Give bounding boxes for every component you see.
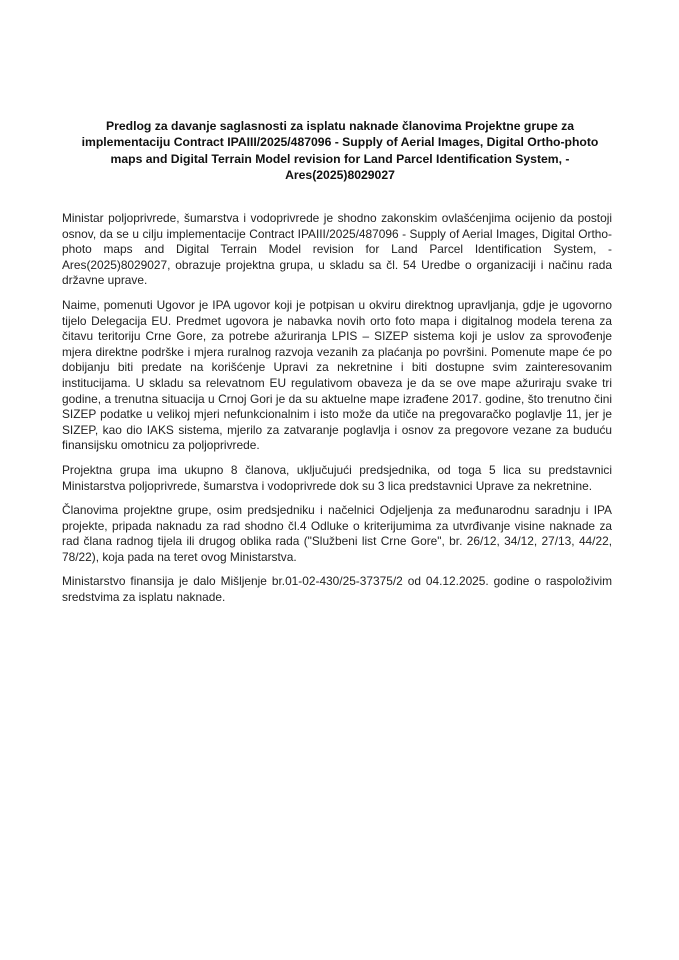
paragraph: Ministar poljoprivrede, šumarstva i vodoprivrede je shodno zakonskim ovlašćenjima ocijenio da postoji osnov, da se u cilju implementacije Contract IPAIII/2025/487096 - Supply of Aerial Images, Digital Ortho-photo maps and Digital Terrain Model revision for Land Parcel Identification System, - Ares(2025)8029027, obrazuje projektna grupa, u skladu sa čl. 54 Uredbe o organizaciji i načinu rada državne uprave.	[62, 211, 612, 288]
paragraph: Članovima projektne grupe, osim predsjedniku i načelnici Odjeljenja za međunarodnu saradnju i IPA projekte, pripada naknadu za rad shodno čl.4 Odluke o kriterijumima za utvrđivanje visine naknade za rad člana radnog tijela ili drugog oblika rada ("Službeni list Crne Gore", br. 26/12, 34/12, 27/13, 44/22, 78/22), koja pada na teret ovog Ministarstva.	[62, 503, 612, 564]
document-title: Predlog za davanje saglasnosti za isplatu naknade članovima Projektne grupe za implementaciju Contract IPAIII/2025/487096 - Supply of Aerial Images, Digital Ortho-photo maps and Digital Terrain Model revision for Land Parcel Identification System, - Ares(2025)8029027	[81, 119, 599, 182]
document-body	[62, 211, 612, 615]
paragraph: Naime, pomenuti Ugovor je IPA ugovor koji je potpisan u okviru direktnog upravljanja, gdje je ugovorno tijelo Delegacija EU. Predmet ugovora je nabavka novih orto foto mapa i digitalnog modela terena za čitavu teritoriju Crne Gore, za potrebe ažuriranja LPIS – SIZEP sistema koji je uslov za sprovođenje mjera direktne podrške i mjera ruralnog razvoja vezanih za plaćanja po površini. Pomenute mape će po dobijanju biti predate na korišćenje Upravi za nekretnine i biti dostupne svim zainteresovanim institucijama. U skladu sa relevatnom EU regulativom obaveza je da se ove mape ažuriraju svake tri godine, a trenutna situacija u Crnoj Gori je da su aktuelne mape izrađene 2017. godine, što trenutno čini SIZEP podatke u velikoj mjeri nefunkcionalnim i isto može da utiče na pregovaračko poglavlje 11, jer je SIZEP, kao dio IAKS sistema, mjerilo za zatvaranje poglavlja i osnov za pregovore vezane za buduću finansijsku omotnicu za poljoprivrede.	[62, 297, 612, 453]
paragraph: Projektna grupa ima ukupno 8 članova, uključujući predsjednika, od toga 5 lica su predstavnici Ministarstva poljoprivrede, šumarstva i vodoprivrede dok su 3 lica predstavnici Uprave za nekretnine.	[62, 462, 612, 493]
paragraph: Ministarstvo finansija je dalo Mišljenje br.01-02-430/25-37375/2 od 04.12.2025. godine o raspoloživim sredstvima za isplatu naknade.	[62, 574, 612, 605]
